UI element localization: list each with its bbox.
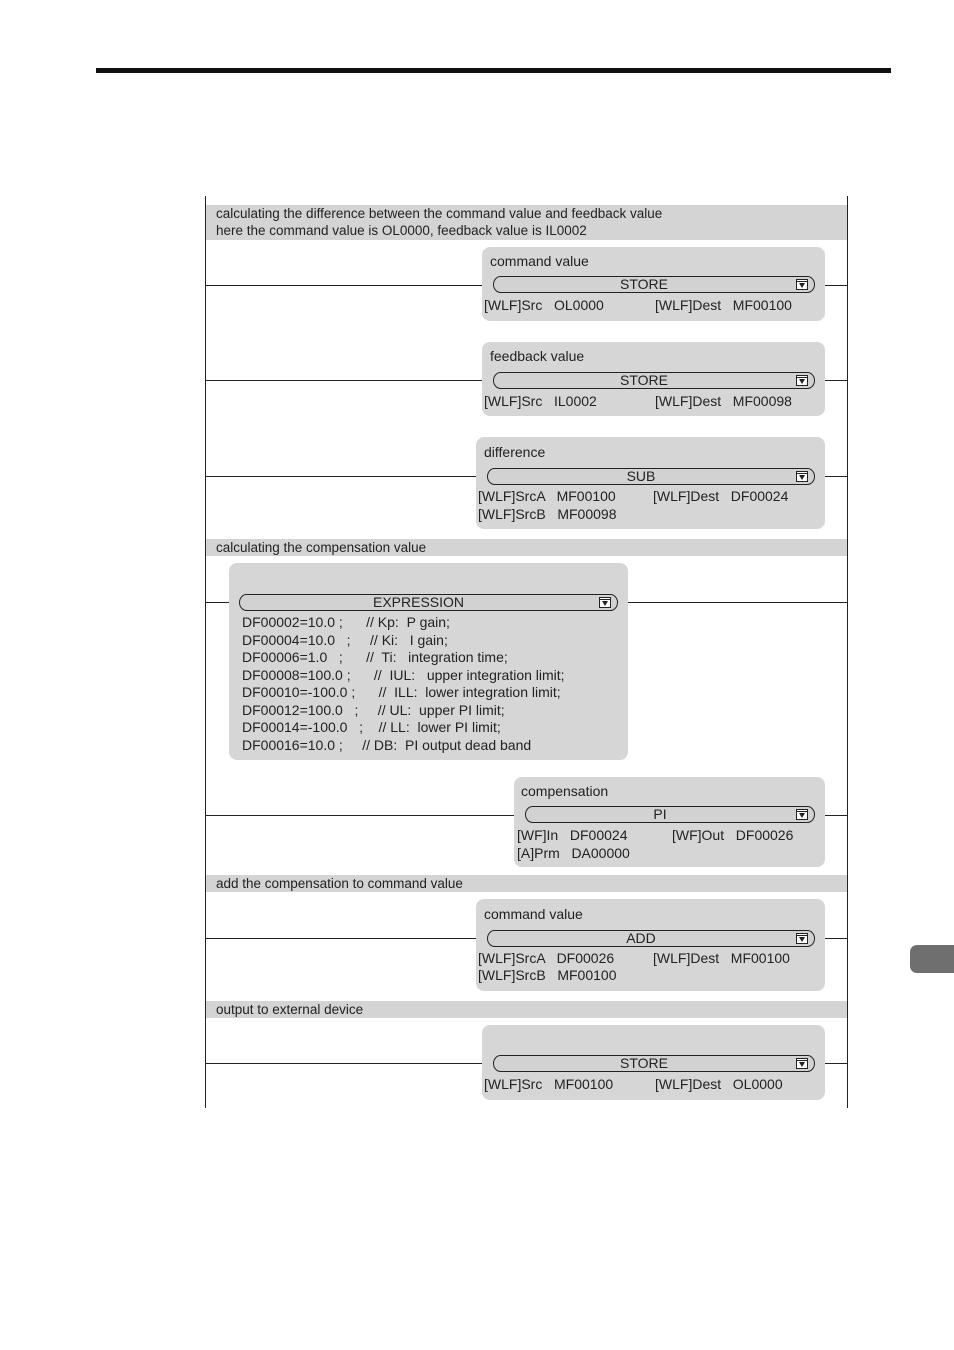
instruction-box[interactable] xyxy=(493,1055,815,1072)
param-in: [WF]In DF00024 xyxy=(517,827,628,843)
instruction-name: EXPRESSION xyxy=(372,594,465,610)
block-title: difference xyxy=(484,444,546,460)
param-dest: [WLF]Dest MF00100 xyxy=(655,297,792,313)
expression-line: DF00008=100.0 ; // IUL: upper integration limit; xyxy=(242,667,565,683)
param-srca: [WLF]SrcA MF00100 xyxy=(478,488,616,504)
param-src: [WLF]Src MF00100 xyxy=(484,1076,614,1092)
store-output-block[interactable] xyxy=(482,1025,825,1100)
rung-wire xyxy=(206,815,526,816)
comment-compensation xyxy=(206,539,847,556)
collapse-icon[interactable] xyxy=(796,279,808,290)
block-title: feedback value xyxy=(490,348,585,364)
comment-line: calculating the compensation value xyxy=(216,540,427,555)
store-command-block[interactable] xyxy=(482,247,825,321)
pi-block[interactable] xyxy=(514,777,825,867)
store-feedback-block[interactable] xyxy=(482,342,825,416)
rung-wire xyxy=(617,602,847,603)
param-dest: [WLF]Dest OL0000 xyxy=(655,1076,783,1092)
param-dest: [WLF]Dest MF00100 xyxy=(653,950,790,966)
comment-output xyxy=(206,1001,847,1018)
collapse-icon[interactable] xyxy=(796,375,808,386)
header-rule xyxy=(96,68,891,73)
param-src: [WLF]Src OL0000 xyxy=(484,297,604,313)
comment-difference xyxy=(206,205,847,240)
expression-line: DF00012=100.0 ; // UL: upper PI limit; xyxy=(242,702,505,718)
comment-line: calculating the difference between the command value and feedback value xyxy=(216,206,663,221)
comment-line: here the command value is OL0000, feedback value is IL0002 xyxy=(216,223,587,238)
rung-wire xyxy=(206,380,493,381)
param-srcb: [WLF]SrcB MF00100 xyxy=(478,967,617,983)
sub-block[interactable] xyxy=(476,437,825,529)
expression-line: DF00014=-100.0 ; // LL: lower PI limit; xyxy=(242,719,501,735)
rung-wire xyxy=(206,476,487,477)
block-title: command value xyxy=(490,253,589,269)
instruction-name: STORE xyxy=(620,276,668,292)
comment-add xyxy=(206,875,847,892)
instruction-box[interactable] xyxy=(493,276,815,293)
instruction-box[interactable] xyxy=(487,468,815,485)
param-srcb: [WLF]SrcB MF00098 xyxy=(478,506,617,522)
expression-line: DF00004=10.0 ; // Ki: I gain; xyxy=(242,632,448,648)
param-prm: [A]Prm DA00000 xyxy=(517,845,630,861)
expression-block[interactable] xyxy=(229,563,628,760)
param-dest: [WLF]Dest DF00024 xyxy=(653,488,789,504)
expression-line: DF00002=10.0 ; // Kp: P gain; xyxy=(242,614,450,630)
param-src: [WLF]Src IL0002 xyxy=(484,393,597,409)
collapse-icon[interactable] xyxy=(796,1058,808,1069)
instruction-name: ADD xyxy=(626,930,656,946)
expression-line: DF00010=-100.0 ; // ILL: lower integration limit; xyxy=(242,684,561,700)
chapter-tab xyxy=(910,945,954,973)
instruction-name: STORE xyxy=(620,1055,668,1071)
param-dest: [WLF]Dest MF00098 xyxy=(655,393,792,409)
collapse-icon[interactable] xyxy=(796,809,808,820)
instruction-box[interactable] xyxy=(487,930,815,947)
param-srca: [WLF]SrcA DF00026 xyxy=(478,950,615,966)
param-out: [WF]Out DF00026 xyxy=(672,827,794,843)
rung-wire xyxy=(206,285,493,286)
add-block[interactable] xyxy=(476,899,825,991)
instruction-name: SUB xyxy=(626,468,656,484)
instruction-name: STORE xyxy=(620,372,668,388)
instruction-name: PI xyxy=(653,806,667,822)
block-title: compensation xyxy=(521,783,609,799)
rung-wire xyxy=(206,1063,493,1064)
collapse-icon[interactable] xyxy=(599,597,611,608)
instruction-box[interactable] xyxy=(493,372,815,389)
block-title: command value xyxy=(484,906,583,922)
collapse-icon[interactable] xyxy=(796,471,808,482)
comment-line: add the compensation to command value xyxy=(216,876,463,891)
right-power-rail xyxy=(847,196,848,1108)
left-power-rail xyxy=(205,196,206,1108)
comment-line: output to external device xyxy=(216,1002,364,1017)
instruction-box[interactable] xyxy=(525,806,815,823)
collapse-icon[interactable] xyxy=(796,933,808,944)
instruction-box[interactable] xyxy=(239,594,618,611)
expression-line: DF00006=1.0 ; // Ti: integration time; xyxy=(242,649,508,665)
expression-line: DF00016=10.0 ; // DB: PI output dead band xyxy=(242,737,532,753)
rung-wire xyxy=(206,938,487,939)
